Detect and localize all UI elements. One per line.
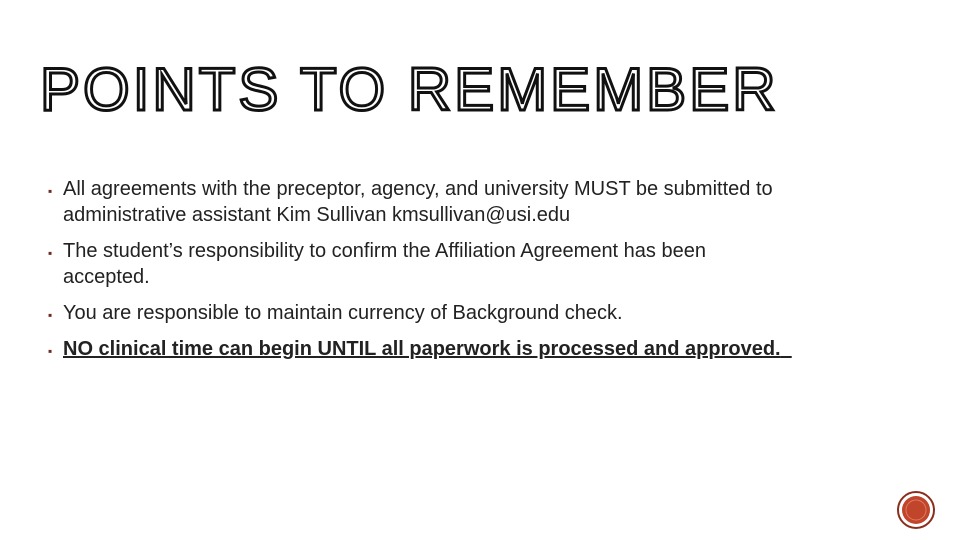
bullet-marker-icon: ▪	[48, 344, 53, 358]
bullet-text: NO clinical time can begin UNTIL all paperwork is processed and approved.	[63, 338, 792, 360]
bullet-item-affiliation	[48, 238, 788, 290]
bullet-text: All agreements with the preceptor, agency, and university MUST be submitted to administrative assistant Kim Sullivan kmsullivan@usi.edu	[63, 178, 773, 226]
bullet-marker-icon: ▪	[48, 308, 53, 322]
bullet-item-clinical-time	[48, 336, 792, 362]
bullet-list	[48, 176, 792, 372]
bullet-item-agreements	[48, 176, 788, 228]
bullet-marker-icon: ▪	[48, 184, 53, 198]
bullet-marker-icon: ▪	[48, 246, 53, 260]
circular-seal-icon	[896, 490, 936, 530]
slide-title: POINTS TO REMEMBER	[40, 56, 779, 123]
bullet-item-background-check	[48, 300, 788, 326]
bullet-text: The student’s responsibility to confirm the Affiliation Agreement has been accepted.	[63, 240, 706, 288]
bullet-text: You are responsible to maintain currency of Background check.	[63, 302, 623, 324]
